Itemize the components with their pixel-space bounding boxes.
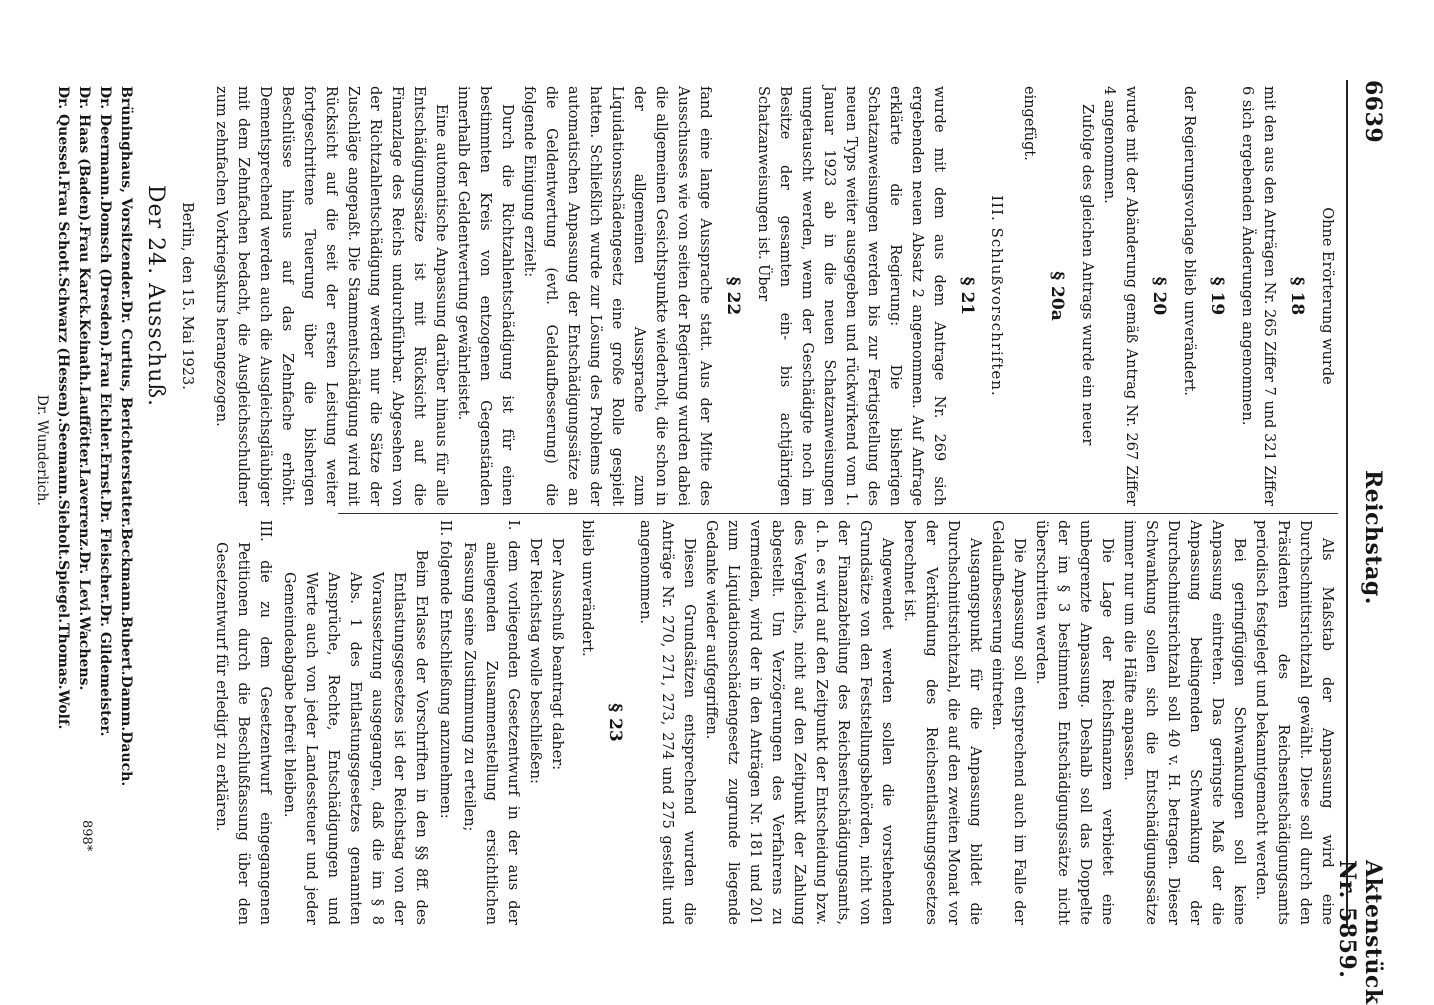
signatory-last: Dr. Wunderlich. [34, 394, 50, 506]
header-page-number: 6639 [1360, 80, 1386, 144]
signatory-name: Dr. Haas (Baden). [76, 86, 92, 227]
signatory-name: Dr. Curtius, Berichterstatter. [118, 300, 134, 528]
signatory-row [94, 86, 115, 737]
right-paragraph-2: Bei geringfügigen Schwankungen soll keine Anpassung eintreten. Das geringste Maß der die Anpassung bedingenden Schwankung der Durchschnittsrichtzahl soll 40 v. H. betragen. Dieser Schwankung sollen sich die Entschädigungssätze immer nur um die Hälfte anpassen. [1121, 520, 1247, 925]
right-column [208, 520, 1338, 925]
signatory-name: Ernst. [97, 452, 113, 501]
section-21-text: wurde mit dem aus dem Antrage Nr. 269 sich ergebenden neuen Absatz 2 angenommen. Auf Anfrage erklärte die Regierung: Die bisherigen Schatzanweisungen werden bis zur Fertigstellung des neuen Typs weiter ausgegeben und rückwirkend vom 1. Januar 1923 ab in die neuen Schatzanweisungen umgetauscht werden, wenn der Geschädigte noch im Besitze der gesamten ein- bis achtjährigen Schatzanweisungen ist. Über [755, 86, 947, 506]
section-23-text: blieb unverändert. [579, 520, 595, 657]
resolution-item-3: III. die zu dem Gesetzentwurf eingegangenen Petitionen durch die Beschlußfassung über den Gesetzentwurf für erledigt zu erklären. [213, 520, 273, 925]
section-20a-title: § 20a [1047, 271, 1067, 321]
signatory-row [52, 86, 73, 730]
signatory-name: Dr. Fleischer. [97, 500, 113, 604]
signatory-name: Lauffötter. [76, 385, 92, 469]
signatory-name: Dr. Quessel. [55, 86, 71, 181]
section-20-text: wurde mit der Abänderung gemäß Antrag Nr. 267 Ziffer 4 angenommen. [1101, 86, 1139, 506]
signatory-row [115, 86, 136, 787]
right-paragraph-5: Ausgangspunkt für die Anpassung bildet die Durchschnittsrichtzahl, die auf den zweiten Monat vor der Verkündung des Reichsentlastungsgesetzes berechnet ist. [901, 520, 983, 925]
header-rule [1346, 80, 1348, 925]
signatory-name: Dauch. [118, 731, 134, 787]
signatory-name: Wolf. [55, 689, 71, 730]
right-paragraph-3: Die Lage der Reichsfinanzen verbietet eine unbegrenzte Anpassung. Deshalb soll das Doppelte der im § 3 bestimmten Entschädigungssätze nicht überschritten werden. [1033, 520, 1115, 925]
section-22-paragraph-1: fand eine lange Aussprache statt. Aus der Mitte des Ausschusses wie von seiten der Regierung wurden dabei die allgemeinen Gesichtspunkte wiederholt, die schon in der allgemeinen Aussprache zum Liquidationsschädengesetz eine große Rolle gespielt hatten. Schließlich wurde zur Lösung des Problems der automatischen Anpassung der Entschädigungssätze an die Geldentwertung (evtl. Geldaufbesserung) die folgende Einigung erzielt: [521, 86, 713, 506]
signature-date: Berlin, den 15. Mai 1923. [179, 202, 195, 390]
header-title: Reichstag. [1360, 470, 1386, 605]
signatory-name: Sieholt. [55, 499, 71, 561]
section-20-text-2: Zufolge des gleichen Antrags wurde ein neuer [1079, 104, 1095, 446]
signatory-name: Dr. Levi. [76, 551, 92, 617]
signatory-row [73, 86, 94, 691]
intro-line: Ohne Erörterung wurde [1319, 207, 1335, 385]
signatory-name: Schwarz (Hessen). [55, 277, 71, 423]
signatory-name: Spiegel. [55, 560, 71, 624]
resolution-item-2: II. folgende Entschließung anzunehmen: [437, 520, 453, 819]
signatory-name: Bubert. [118, 616, 134, 676]
conclusion-intro: Der Ausschuß beantragt daher: [549, 538, 565, 771]
resolution-list [210, 520, 524, 925]
section-22-paragraph-3: Eine automatische Anpassung darüber hinaus für alle Entschädigungssätze ist mit Rücksicht auf die Finanzlage des Reichs undurchführbar. Abgesehen von der Richtzahlentschädigung werden nur die Sätze der Zuschläge angepaßt. Die Stammentschädigung wird mit Rücksicht auf die seit der ersten Leistung weiter fortgeschrittene Teuerung über die bisherigen Beschlüsse hinaus auf das Zehnfache erhöht. Dementsprechend werden auch die Ausgleichsgläubiger mit dem Zehnfachen bedacht, die Ausgleichsschuldner zum zehnfachen Vorkriegskurs herangezogen. [213, 86, 449, 506]
page-number: 898* [79, 820, 94, 852]
signatory-name: Beckmann. [118, 527, 134, 617]
section-18-text: mit den aus den Anträgen Nr. 265 Ziffer 7 und 321 Ziffer 6 sich ergebenden Änderungen angenommen. [1239, 86, 1277, 506]
signatory-name: Damm. [118, 675, 134, 732]
signatory-name: Brüninghaus, Vorsitzender. [118, 86, 134, 301]
header-document-reference: Aktenstück Nr. 5859. [1334, 860, 1386, 1005]
signature-block [31, 86, 198, 787]
right-paragraph-1: Als Maßstab der Anpassung wird eine Durchschnittsrichtzahl gewählt. Diese soll durch den Präsidenten des Reichsentschädigungsamts periodisch festgelegt und bekanntgemacht werden. [1253, 520, 1335, 925]
signatory-name: Frau Schott. [55, 180, 71, 278]
conclusion-lead: Der Reichstag wolle beschließen: [527, 538, 543, 784]
signatory-name: Domsch (Dresden). [97, 200, 113, 352]
section-18-title: § 18 [1287, 276, 1307, 316]
resolution-item-1: I. dem vorliegenden Gesetzentwurf in der aus der anliegenden Zusammenstellung ersichtlichen Fassung seine Zustimmung zu erteilen; [461, 520, 521, 925]
signatory-name: Frau Eichler. [97, 351, 113, 453]
section-22-paragraph-2: Durch die Richtzahlentschädigung ist für einen bestimmten Kreis von entzogenen Gegenständen innerhalb der Geldentwertung gewährleistet. [455, 86, 515, 506]
signatory-name: Dr. Gildemeister. [97, 603, 113, 737]
right-paragraph-6: Angewendet werden sollen die vorstehenden Grundsätze von den Feststellungsbehörden, nicht von der Finanzabteilung des Reichsentschädigungsamts, d. h. es wird auf den Zeitpunkt der Entscheidung bzw. des Vergleichs, nicht auf den Zeitpunkt der Zahlung abgestellt. Um Verzögerungen des Verfahrens zu vermeiden, wird der in den Anträgen Nr. 181 und 201 zum Liquidationsschädengesetz zugrunde liegende Gedanke wieder aufgegriffen. [703, 520, 895, 925]
committee-name: Der 24. Ausschuß. [143, 184, 168, 408]
signatory-name: Wachens. [76, 616, 92, 691]
signatory-name: Seemann. [55, 422, 71, 500]
section-19-title: § 19 [1207, 276, 1227, 316]
signatory-name: Frau Karck. [76, 226, 92, 319]
section-20a-text: eingefügt. [1021, 86, 1037, 161]
signatory-name: Dr. Deermann. [97, 86, 113, 201]
right-paragraph-4: Die Anpassung soll entsprechend auch im Falle der Geldaufbesserung eintreten. [989, 520, 1027, 925]
section-20-title: § 20 [1149, 276, 1169, 316]
section-22-title: § 22 [723, 276, 743, 316]
section-19-text: der Regierungsvorlage blieb unverändert. [1181, 86, 1197, 396]
signatory-name: Laverrenz. [76, 468, 92, 552]
signatory-name: Keinath. [76, 318, 92, 386]
signatories [52, 86, 136, 787]
signatory-name: Thomas. [55, 623, 71, 690]
section-21-title: § 21 [957, 276, 977, 316]
part-3-heading: III. Schlußvorschriften. [988, 195, 1006, 397]
right-paragraph-7: Diesen Grundsätzen entsprechend wurden die Anträge Nr. 270, 271, 273, 274 und 275 gestellt und angenommen. [637, 520, 697, 925]
column-divider [338, 513, 1338, 514]
resolution-item-2-text: Beim Erlasse der Vorschriften in den §§ 8ff. des Entlastungsgesetzes ist der Reichstag von der Voraussetzung ausgegangen, daß die im § 8 Abs. 1 des Entlastungsgesetzes genannten Ansprüche, Rechte, Entschädigungen und Werte auch von jeder Landessteuer und jeder Gemeindeabgabe befreit bleiben. [281, 550, 429, 925]
section-23-title: § 23 [605, 703, 625, 742]
